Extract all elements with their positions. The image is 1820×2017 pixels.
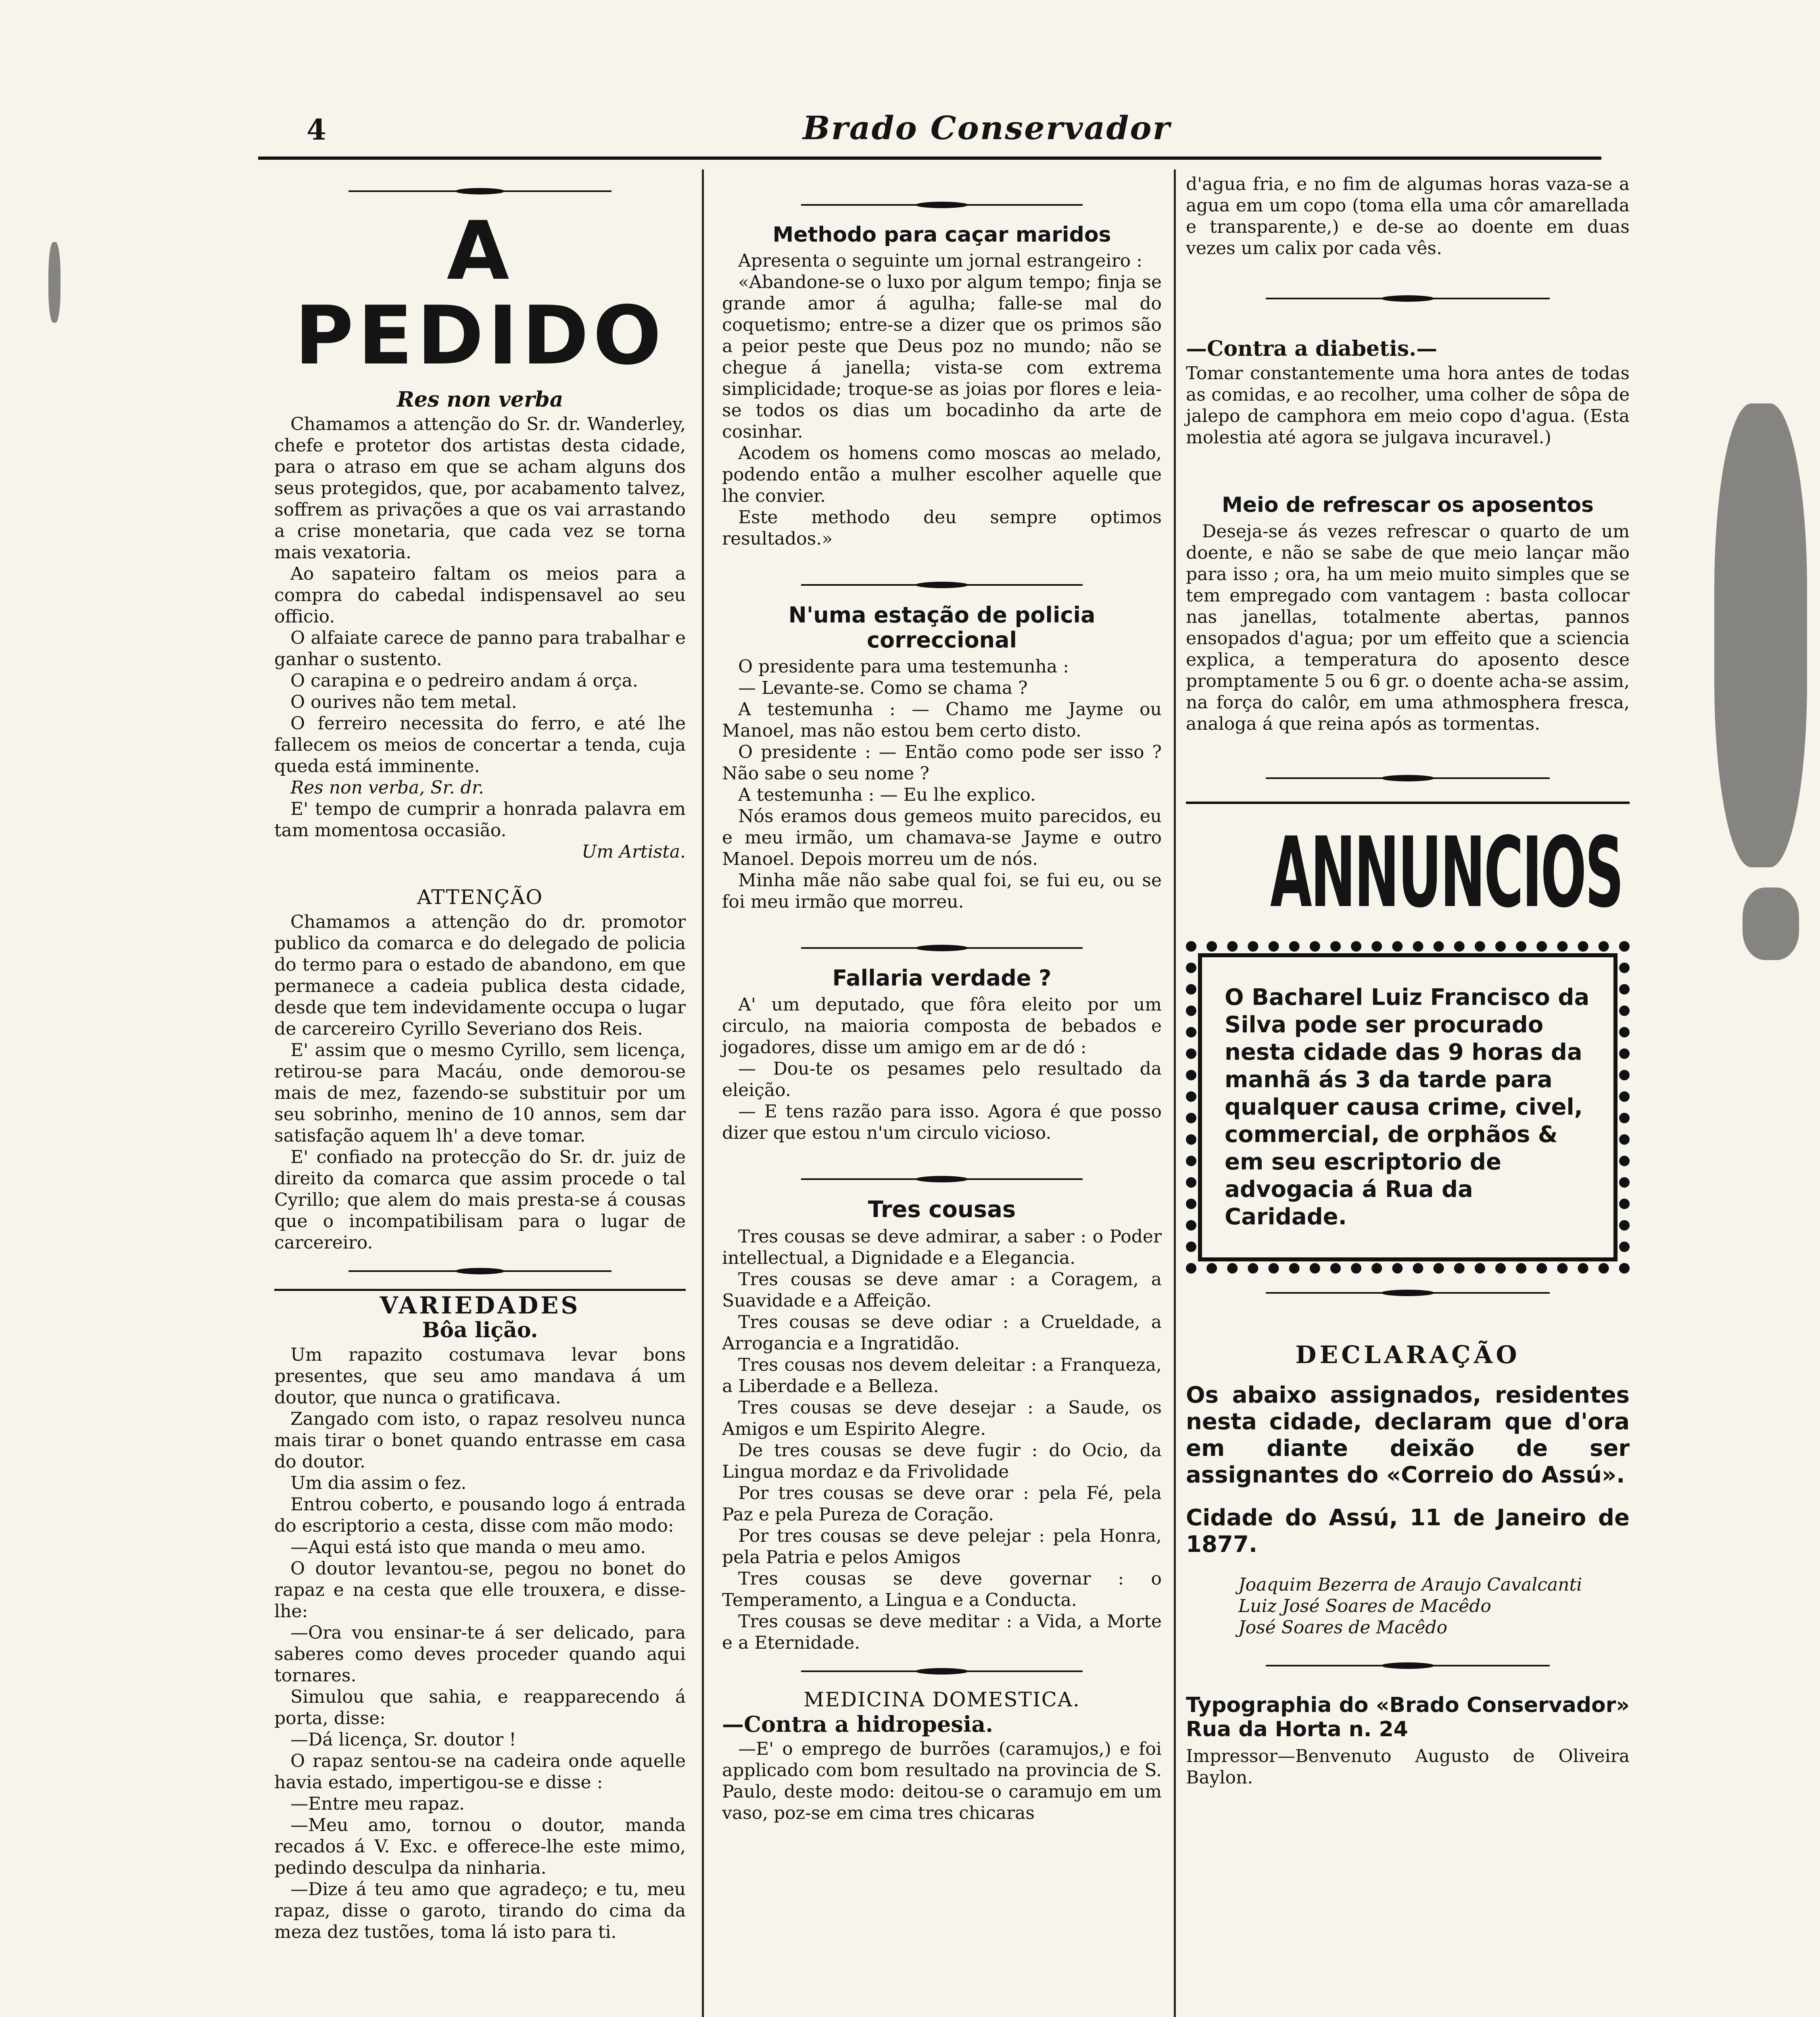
ink-smudge (48, 242, 61, 323)
paragraph: O presidente : — Então como pode ser isso ? Não sabe o seu nome ? (722, 742, 1162, 784)
paragraph: O doutor levantou-se, pegou no bonet do rapaz e na cesta que elle trouxera, e disse-lhe: (274, 1558, 686, 1622)
page-number: 4 (307, 113, 326, 146)
article-title: Fallaria verdade ? (832, 965, 1052, 991)
article-title: Res non verba (397, 387, 564, 412)
ornament-divider (722, 941, 1162, 955)
paragraph: — Dou-te os pesames pelo resultado da eleição. (722, 1059, 1162, 1100)
paragraph: —Dá licença, Sr. doutor ! (290, 1729, 516, 1750)
paragraph: Nós eramos dous gemeos muito parecidos, eu e meu irmão, um chamava-se Jayme e outro Manoel. Depois morreu um de nós. (722, 806, 1162, 869)
paragraph: A testemunha : — Eu lhe explico. (738, 785, 1036, 805)
paragraph: Minha mãe não sabe qual foi, se fui eu, ou se foi meu irmão que morreu. (722, 870, 1162, 912)
article-title: Methodo para caçar maridos (772, 223, 1111, 247)
paragraph: O alfaiate carece de panno para trabalhar e ganhar o sustento. (274, 628, 686, 670)
page-header (258, 109, 1601, 157)
newspaper-title: Brado Conservador (803, 109, 1171, 147)
article-title: MEDICINA DOMESTICA. (804, 1688, 1080, 1711)
paragraph: A' um deputado, que fôra eleito por um circulo, na maioria composta de bebados e jogadores, disse um amigo em ar de dó : (722, 994, 1162, 1058)
article-title: N'uma estação de policia correccional (788, 602, 1096, 653)
paragraph: Um rapazito costumava levar bons presentes, que seu amo mandava á um doutor, que nunca o gratificava. (274, 1345, 686, 1408)
paragraph: Um dia assim o fez. (290, 1473, 467, 1493)
column-1 (274, 173, 686, 1943)
paragraph: «Abandone-se o luxo por algum tempo; finja se grande amor á agulha; falle-se mal do coquetismo; entre-se a dizer que os primos são a peior peste que Deus poz no mundo; não se chegue á janella; vista-se com extrema simplicidade; troque-se as joias por flores e leia-se todos os dias um bocadinho da arte de cosinhar. (722, 272, 1162, 442)
paragraph: O ferreiro necessita do ferro, e até lhe fallecem os meios de concertar a tenda, cuja queda está imminente. (274, 713, 686, 777)
paragraph: —Ora vou ensinar-te á ser delicado, para saberes como deves proceder quando aqui tornares. (274, 1622, 686, 1686)
paragraph: Chamamos a attenção do Sr. dr. Wanderley, chefe e protetor dos artistas desta cidade, para o atraso em que se acham alguns dos seus protegidos, que, por acabamento talvez, soffrem as privações a que os vai arrastando a crise monetaria, que cada vez se torna mais vexatoria. (274, 414, 686, 563)
paragraph: Tres cousas se deve meditar : a Vida, a Morte e a Eternidade. (722, 1611, 1162, 1653)
signatory: Joaquim Bezerra de Araujo Cavalcanti (1238, 1574, 1582, 1595)
paragraph: Apresenta o seguinte um jornal estrangeiro : (738, 251, 1142, 271)
ink-smudge (1714, 403, 1807, 867)
paragraph: Tomar constantemente uma hora antes de todas as comidas, e ao recolher, uma colher de sôpa de jalepo de camphora em meio copo d'agua. (Esta molestia até agora se julgava incuravel.) (1186, 363, 1630, 448)
paragraph: — Levante-se. Como se chama ? (738, 678, 1028, 698)
article-subtitle: —Contra a hidropesia. (722, 1711, 993, 1737)
paragraph: Acodem os homens como moscas ao melado, podendo então a mulher escolher aquelle que lhe convier. (722, 443, 1162, 506)
paragraph: Tres cousas nos devem deleitar : a Franqueza, a Liberdade e a Belleza. (722, 1355, 1162, 1397)
paragraph: Tres cousas se deve admirar, a saber : o Poder intellectual, a Dignidade e a Elegancia. (722, 1226, 1162, 1268)
article-title: ATTENÇÃO (417, 885, 543, 909)
signatory: Luiz José Soares de Macêdo (1238, 1596, 1491, 1616)
paragraph: Entrou coberto, e pousando logo á entrada do escriptorio a cesta, disse com mão modo: (274, 1494, 686, 1536)
ink-smudge (1743, 887, 1799, 960)
ornament-divider (1186, 1286, 1630, 1300)
declaration-body: Os abaixo assignados, residentes nesta cidade, declaram que d'ora em diante deixão de ser assignantes do «Correio do Assú». (1186, 1382, 1630, 1488)
ornament-divider (1186, 291, 1630, 306)
ornament-divider (722, 1664, 1162, 1679)
paragraph: A testemunha : — Chamo me Jayme ou Manoel, mas não estou bem certo disto. (722, 699, 1162, 741)
column-2 (722, 173, 1162, 1824)
ornament-divider (722, 1172, 1162, 1186)
ornament-divider (274, 1264, 686, 1278)
paragraph: Deseja-se ás vezes refrescar o quarto de um doente, e não se sabe de que meio lançar mão para isso ; ora, ha um meio muito simples que se tem empregado com vantagem : basta collocar nas janellas, totalmente abertas, pannos ensopados d'agua; por um effeito que a sciencia explica, a temperatura do aposento desce promptamente 5 ou 6 gr. o doente acha-se assim, na força do calôr, em uma athmosphera fresca, analoga á que reina após as tormentas. (1186, 521, 1630, 734)
paragraph: —Dize á teu amo que agradeço; e tu, meu rapaz, disse o garoto, tirando do cima da meza dez tustões, toma lá isto para ti. (274, 1879, 686, 1942)
paragraph: E' tempo de cumprir a honrada palavra em tam momentosa occasião. (274, 799, 686, 841)
paragraph: Tres cousas se deve amar : a Coragem, a Suavidade e a Affeição. (722, 1269, 1162, 1311)
ornament-divider (274, 184, 686, 198)
paragraph: Tres cousas se deve odiar : a Crueldade, a Arrogancia e a Ingratidão. (722, 1312, 1162, 1354)
signatory: José Soares de Macêdo (1238, 1617, 1448, 1638)
column-divider (1174, 169, 1176, 2017)
ornament-divider (722, 578, 1162, 592)
paragraph: —Meu amo, tornou o doutor, manda recados á V. Exc. e offerece-lhe este mimo, pedindo desculpa da ninharia. (274, 1815, 686, 1878)
paragraph: Res non verba, Sr. dr. (290, 777, 484, 798)
paragraph: De tres cousas se deve fugir : do Ocio, da Lingua mordaz e da Frivolidade (722, 1440, 1162, 1482)
paragraph: Por tres cousas se deve pelejar : pela Honra, pela Patria e pelos Amigos (722, 1526, 1162, 1568)
paragraph: O carapina e o pedreiro andam á orça. (290, 670, 638, 691)
paragraph: d'agua fria, e no fim de algumas horas vaza-se a agua em um copo (toma ella uma côr amarellada e transparente,) e de-se ao doente em duas vezes um calix por cada vês. (1186, 174, 1630, 259)
signature: Um Artista. (582, 841, 686, 862)
paragraph: Por tres cousas se deve orar : pela Fé, pela Paz e pela Pureza de Coração. (722, 1483, 1162, 1525)
paragraph: —E' o emprego de burrões (caramujos,) e foi applicado com bom resultado na provincia de S. Paulo, deste modo: deitou-se o caramujo em um vaso, poz-se em cima tres chicaras (722, 1739, 1162, 1823)
paragraph: Ao sapateiro faltam os meios para a compra do cabedal indispensavel ao seu officio. (274, 564, 686, 627)
paragraph: Chamamos a attenção do dr. promotor publico da comarca e do delegado de policia do termo para o estado de abandono, em que permanece a cadeia publica desta cidade, desde que tem indevidamente occupa o lugar de carcereiro Cyrillo Severiano dos Reis. (274, 912, 686, 1039)
section-title: VARIEDADES (274, 1289, 686, 1316)
paragraph: —Aqui está isto que manda o meu amo. (290, 1537, 646, 1558)
paragraph: O presidente para uma testemunha : (738, 656, 1069, 677)
paragraph: Este methodo deu sempre optimos resultados.» (722, 507, 1162, 549)
paragraph: Simulou que sahia, e reapparecendo á porta, disse: (274, 1687, 686, 1729)
declaration-date: Cidade do Assú, 11 de Janeiro de 1877. (1186, 1505, 1630, 1558)
header-rule (258, 157, 1601, 160)
article-title: —Contra a diabetis.— (1186, 336, 1438, 361)
article-title: Bôa lição. (422, 1318, 538, 1343)
paragraph: Tres cousas se deve governar : o Temperamento, a Lingua e a Conducta. (722, 1568, 1162, 1610)
imprint-printer: Impressor—Benvenuto Augusto de Oliveira Baylon. (1186, 1746, 1630, 1788)
declaration-title: DECLARAÇÃO (1295, 1341, 1520, 1369)
imprint-title: Typographia do «Brado Conservador» Rua da Horta n. 24 (1186, 1693, 1630, 1741)
section-title: ANNUNCIOS (1270, 816, 1623, 929)
paragraph: —Entre meu rapaz. (290, 1794, 465, 1814)
paragraph: Tres cousas se deve desejar : a Saude, os Amigos e um Espirito Alegre. (722, 1397, 1162, 1439)
article-title: Tres cousas (868, 1196, 1016, 1223)
ad-box: O Bacharel Luiz Francisco da Silva pode ser procurado nesta cidade das 9 horas da manhã ás 3 da tarde para qualquer causa crime, civel, commercial, de orphãos & em seu escriptorio de advogacia á Rua da Caridade. (1186, 941, 1630, 1274)
ornament-divider (1186, 771, 1630, 785)
signatories (1186, 1574, 1630, 1638)
paragraph: O rapaz sentou-se na cadeira onde aquelle havia estado, impertigou-se e disse : (274, 1751, 686, 1793)
paragraph: E' assim que o mesmo Cyrillo, sem licença, retirou-se para Macáu, onde demorou-se mais de mez, fazendo-se substituir por um seu sobrinho, menino de 10 annos, sem dar satisfação aquem lh' a deve tomar. (274, 1040, 686, 1146)
ornament-divider (722, 198, 1162, 212)
column-divider (702, 169, 704, 2017)
article-title: Meio de refrescar os aposentos (1222, 493, 1594, 517)
ornament-divider (1186, 1658, 1630, 1673)
paragraph: Zangado com isto, o rapaz resolveu nunca mais tirar o bonet quando entrasse em casa do doutor. (274, 1409, 686, 1472)
section-title: A PEDIDO (294, 204, 666, 383)
paragraph: — E tens razão para isso. Agora é que posso dizer que estou n'um circulo vicioso. (722, 1101, 1162, 1143)
paragraph: E' confiado na protecção do Sr. dr. juiz de direito da comarca que assim procede o tal Cyrillo; que alem do mais presta-se á cousas que o incompatibilisam para o lugar de carcereiro. (274, 1147, 686, 1253)
column-3 (1186, 173, 1630, 1788)
paragraph: O ourives não tem metal. (290, 692, 517, 712)
